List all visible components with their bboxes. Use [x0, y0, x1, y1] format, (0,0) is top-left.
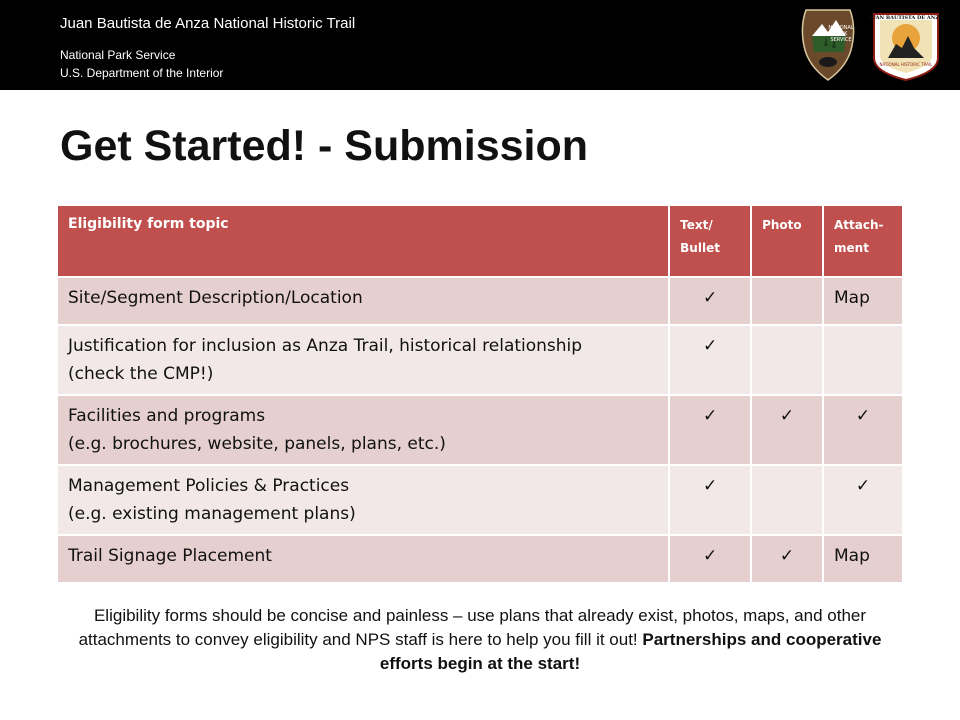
row-topic: Site/Segment Description/Location [57, 277, 669, 325]
check-icon: ✓ [823, 465, 903, 535]
anza-trail-logo [868, 8, 944, 82]
row-topic [57, 325, 669, 395]
empty-cell [751, 325, 823, 395]
row-topic [57, 465, 669, 535]
agency-line-nps: National Park Service [60, 48, 176, 62]
check-icon: ✓ [669, 277, 751, 325]
trail-name: Juan Bautista de Anza National Historic Trail [60, 15, 356, 32]
row-topic-line1: Justification for inclusion as Anza Trail, historical relationship [68, 336, 583, 356]
table-row [57, 277, 903, 325]
attachment-cell [823, 325, 903, 395]
header-topic: Eligibility form topic [57, 205, 669, 277]
nps-logo-text-1: NATIONAL [828, 25, 854, 31]
header-text-bullet: Text/ Bullet [669, 205, 751, 277]
check-icon: ✓ [751, 395, 823, 465]
table-row [57, 465, 903, 535]
attachment-cell: Map [823, 535, 903, 583]
empty-cell [751, 277, 823, 325]
check-icon: ✓ [669, 325, 751, 395]
agency-block [60, 46, 223, 82]
check-icon: ✓ [751, 535, 823, 583]
row-topic-line2: (check the CMP!) [68, 364, 214, 384]
eligibility-table [56, 204, 904, 584]
empty-cell [751, 465, 823, 535]
check-icon: ✓ [669, 535, 751, 583]
row-topic [57, 395, 669, 465]
check-icon: ✓ [823, 395, 903, 465]
nps-logo-text-3: SERVICE [830, 37, 852, 43]
row-topic-line2: (e.g. existing management plans) [68, 504, 356, 524]
nps-logo-text-2: PARK [834, 31, 848, 37]
nps-arrowhead-logo [798, 6, 858, 82]
table-header-row [57, 205, 903, 277]
check-icon: ✓ [669, 395, 751, 465]
table-row [57, 395, 903, 465]
row-topic-line1: Management Policies & Practices [68, 476, 350, 496]
footer-note [62, 604, 898, 676]
footer-text: Eligibility forms should be concise and painless – use plans that already exist, photos, maps, and other attachments to convey eligibility and NPS staff is here to help you fill it out! [78, 606, 867, 649]
page-title: Get Started! - Submission [60, 122, 589, 170]
table-row [57, 535, 903, 583]
header-bar [0, 0, 960, 90]
anza-logo-bottom-text: NATIONAL HISTORIC TRAIL [879, 62, 933, 67]
row-topic-line2: (e.g. brochures, website, panels, plans, etc.) [68, 434, 446, 454]
table-row [57, 325, 903, 395]
row-topic: Trail Signage Placement [57, 535, 669, 583]
footer-bold-text: Partnerships and cooperative efforts begin at the start! [379, 630, 882, 673]
agency-line-doi: U.S. Department of the Interior [60, 66, 224, 80]
check-icon: ✓ [669, 465, 751, 535]
row-topic-line1: Facilities and programs [68, 406, 266, 426]
attachment-cell: Map [823, 277, 903, 325]
header-photo: Photo [751, 205, 823, 277]
anza-logo-arc-text: JUAN BAUTISTA DE ANZA [869, 15, 943, 21]
header-attachment: Attach- ment [823, 205, 903, 277]
